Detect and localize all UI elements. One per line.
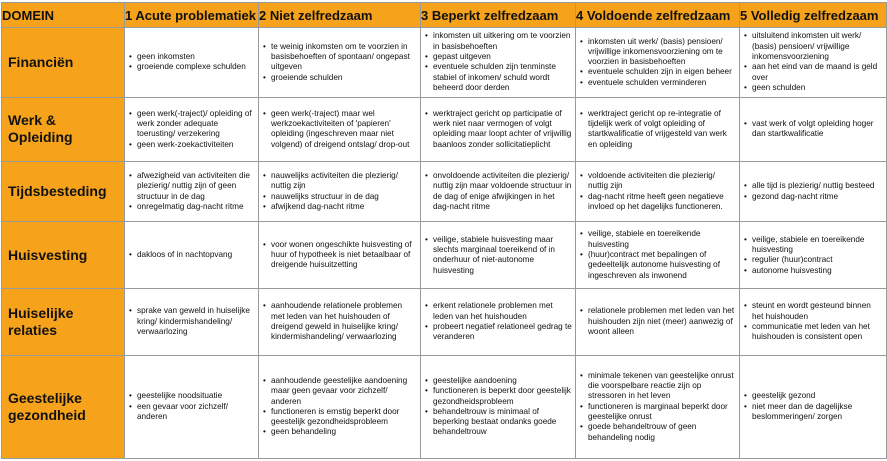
level-2-cell — [259, 28, 421, 98]
criteria-list — [579, 306, 736, 337]
criteria-item: • werktraject gericht op participatie of werk niet naar vermogen of volgt opleiding maar loopt achter of vrijwillig baanloos zonder sollicitatieplicht — [424, 109, 572, 150]
criteria-list — [128, 171, 255, 212]
criteria-item: • functioneren is ernstig beperkt door geestelijk gezondheidsprobleem — [262, 407, 417, 428]
level-5-cell — [740, 222, 887, 289]
header-level-5: 5 Volledig zelfredzaam — [740, 3, 887, 28]
criteria-list — [262, 301, 417, 342]
header-level-1: 1 Acute problematiek — [125, 3, 259, 28]
criteria-item: • behandeltrouw is minimaal of beperking bestaat ondanks goede behandeltrouw — [424, 407, 572, 438]
level-1-cell — [125, 97, 259, 162]
criteria-item: • nauwelijks structuur in de dag — [262, 192, 417, 202]
domain-row-werk-opleiding — [2, 97, 887, 162]
criteria-list — [424, 171, 572, 212]
criteria-item: • voor wonen ongeschikte huisvesting of huur of hypotheek is niet betaalbaar of dreigende huisuitzetting — [262, 240, 417, 271]
criteria-item: • geen werk(-traject)/ opleiding of werk zonder adequate toerusting/ verzekering — [128, 109, 255, 140]
criteria-item: • eventuele schulden zijn in eigen beheer — [579, 67, 736, 77]
criteria-list — [128, 306, 255, 337]
header-row — [2, 3, 887, 28]
domain-label: Geestelijke gezondheid — [2, 355, 125, 458]
criteria-item: • functioneren is marginaal beperkt door geestelijke onrust — [579, 402, 736, 423]
criteria-item: • functioneren is beperkt door geestelijk gezondheidsprobleem — [424, 386, 572, 407]
header-level-4: 4 Voldoende zelfredzaam — [576, 3, 740, 28]
criteria-item: • veilige, stabiele huisvesting maar slechts marginaal toereikend of in onderhuur of niet-autonome huisvesting — [424, 235, 572, 276]
criteria-item: • sprake van geweld in huiselijke kring/ kindermishandeling/ verwaarlozing — [128, 306, 255, 337]
level-3-cell — [421, 355, 576, 458]
level-4-cell — [576, 355, 740, 458]
criteria-list — [262, 42, 417, 83]
criteria-list — [579, 109, 736, 150]
level-4-cell — [576, 222, 740, 289]
criteria-item: • veilige, stabiele en toereikende huisvesting — [743, 235, 883, 256]
criteria-item: • groeiende complexe schulden — [128, 62, 255, 72]
criteria-item: • aan het eind van de maand is geld over — [743, 62, 883, 83]
level-5-cell — [740, 28, 887, 98]
criteria-item: • geestelijk gezond — [743, 391, 883, 401]
criteria-item: • groeiende schulden — [262, 73, 417, 83]
level-1-cell — [125, 222, 259, 289]
criteria-list — [424, 31, 572, 93]
header-level-2: 2 Niet zelfredzaam — [259, 3, 421, 28]
criteria-list — [743, 301, 883, 342]
criteria-item: • geen werk(-traject) maar wel werkzoekactiviteiten of 'papieren' opleiding (ingeschreven maar niet volgend) of dreigend ontslag/ drop-out — [262, 109, 417, 150]
criteria-item: • geestelijke aandoening — [424, 376, 572, 386]
criteria-item: • eventuele schulden zijn tenminste stabiel of inkomen/ schuld wordt beheerd door derden — [424, 62, 572, 93]
criteria-item: • gepast uitgeven — [424, 52, 572, 62]
criteria-item: • regulier (huur)contract — [743, 255, 883, 265]
self-sufficiency-matrix — [1, 2, 887, 459]
domain-row-huisvesting — [2, 222, 887, 289]
level-1-cell — [125, 162, 259, 222]
criteria-item: • voldoende activiteiten die plezierig/ nuttig zijn — [579, 171, 736, 192]
criteria-item: • onregelmatig dag-nacht ritme — [128, 202, 255, 212]
header-level-3: 3 Beperkt zelfredzaam — [421, 3, 576, 28]
criteria-item: • eventuele schulden verminderen — [579, 78, 736, 88]
criteria-list — [743, 235, 883, 276]
criteria-item: • afwijkend dag-nacht ritme — [262, 202, 417, 212]
criteria-item: • werktraject gericht op re-integratie of tijdelijk werk of volgt opleiding of startkwalificatie of vrijgesteld van werk en opleiding — [579, 109, 736, 150]
criteria-item: • probeert negatief relationeel gedrag te veranderen — [424, 322, 572, 343]
criteria-item: • niet meer dan de dagelijkse beslommeringen/ zorgen — [743, 402, 883, 423]
level-3-cell — [421, 289, 576, 356]
criteria-list — [424, 301, 572, 342]
criteria-item: • (huur)contract met bepalingen of gedeeltelijk autonome huisvesting of ingeschreven als inwonend — [579, 250, 736, 281]
criteria-item: • geen behandeling — [262, 427, 417, 437]
criteria-list — [128, 250, 255, 260]
level-3-cell — [421, 28, 576, 98]
criteria-item: • te weinig inkomsten om te voorzien in basisbehoeften of spontaan/ ongepast uitgeven — [262, 42, 417, 73]
criteria-item: • uitsluitend inkomsten uit werk/ (basis) pensioen/ vrijwillige inkomensvoorziening — [743, 31, 883, 62]
criteria-item: • onvoldoende activiteiten die plezierig/ nuttig zijn maar voldoende structuur in de dag of enige afwijkingen in het dag-nacht ritme — [424, 171, 572, 212]
criteria-list — [128, 391, 255, 422]
level-1-cell — [125, 355, 259, 458]
criteria-list — [579, 171, 736, 212]
level-5-cell — [740, 97, 887, 162]
criteria-item: • aanhoudende relationele problemen met leden van het huishouden of dreigend geweld in huiselijke kring/ kindermishandeling/ verwaarlozing — [262, 301, 417, 342]
domain-row-financi-n — [2, 28, 887, 98]
level-5-cell — [740, 162, 887, 222]
domain-label: Huisvesting — [2, 222, 125, 289]
criteria-list — [128, 52, 255, 73]
criteria-list — [262, 171, 417, 212]
level-4-cell — [576, 162, 740, 222]
level-3-cell — [421, 162, 576, 222]
level-2-cell — [259, 97, 421, 162]
criteria-item: • geestelijke noodsituatie — [128, 391, 255, 401]
criteria-item: • relationele problemen met leden van het huishouden zijn niet (meer) aanwezig of woont alleen — [579, 306, 736, 337]
domain-label: Huiselijke relaties — [2, 289, 125, 356]
criteria-item: • inkomsten uit werk/ (basis) pensioen/ vrijwillige inkomensvoorziening om te voorzien in basisbehoeften — [579, 37, 736, 68]
matrix-body — [2, 28, 887, 459]
criteria-list — [743, 391, 883, 422]
domain-label: Werk & Opleiding — [2, 97, 125, 162]
criteria-item: • aanhoudende geestelijke aandoening maar geen gevaar voor zichzelf/ anderen — [262, 376, 417, 407]
criteria-list — [743, 31, 883, 93]
criteria-list — [743, 181, 883, 202]
level-3-cell — [421, 222, 576, 289]
criteria-item: • gezond dag-nacht ritme — [743, 192, 883, 202]
level-2-cell — [259, 355, 421, 458]
criteria-list — [424, 109, 572, 150]
header-domain: DOMEIN — [2, 3, 125, 28]
criteria-list — [579, 229, 736, 280]
criteria-item: • minimale tekenen van geestelijke onrust die voorspelbare reactie zijn op stressoren in het leven — [579, 371, 736, 402]
criteria-list — [128, 109, 255, 150]
level-1-cell — [125, 289, 259, 356]
level-2-cell — [259, 289, 421, 356]
criteria-item: • geen werk-zoekactiviteiten — [128, 140, 255, 150]
criteria-list — [579, 37, 736, 88]
domain-row-tijdsbesteding — [2, 162, 887, 222]
criteria-item: • erkent relationele problemen met leden van het huishouden — [424, 301, 572, 322]
level-3-cell — [421, 97, 576, 162]
criteria-list — [262, 376, 417, 438]
criteria-item: • geen schulden — [743, 83, 883, 93]
level-2-cell — [259, 162, 421, 222]
criteria-list — [579, 371, 736, 443]
level-4-cell — [576, 28, 740, 98]
criteria-item: • alle tijd is plezierig/ nuttig besteed — [743, 181, 883, 191]
criteria-item: • steunt en wordt gesteund binnen het huishouden — [743, 301, 883, 322]
level-1-cell — [125, 28, 259, 98]
criteria-list — [743, 119, 883, 140]
level-4-cell — [576, 289, 740, 356]
level-5-cell — [740, 355, 887, 458]
criteria-item: • een gevaar voor zichzelf/ anderen — [128, 402, 255, 423]
level-4-cell — [576, 97, 740, 162]
domain-row-huiselijke-relaties — [2, 289, 887, 356]
criteria-item: • afwezigheid van activiteiten die plezierig/ nuttig zijn of geen structuur in de dag — [128, 171, 255, 202]
criteria-list — [424, 376, 572, 438]
criteria-item: • inkomsten uit uitkering om te voorzien in basisbehoeften — [424, 31, 572, 52]
criteria-item: • goede behandeltrouw of geen behandeling nodig — [579, 422, 736, 443]
domain-row-geestelijke-gezondheid — [2, 355, 887, 458]
criteria-item: • dakloos of in nachtopvang — [128, 250, 255, 260]
criteria-item: • dag-nacht ritme heeft geen negatieve invloed op het dagelijks functioneren. — [579, 192, 736, 213]
domain-label: Tijdsbesteding — [2, 162, 125, 222]
criteria-item: • communicatie met leden van het huishouden is consistent open — [743, 322, 883, 343]
criteria-item: • veilige, stabiele en toereikende huisvesting — [579, 229, 736, 250]
domain-label: Financiën — [2, 28, 125, 98]
level-5-cell — [740, 289, 887, 356]
criteria-item: • vast werk of volgt opleiding hoger dan startkwalificatie — [743, 119, 883, 140]
criteria-item: • geen inkomsten — [128, 52, 255, 62]
criteria-list — [424, 235, 572, 276]
criteria-item: • nauwelijks activiteiten die plezierig/ nuttig zijn — [262, 171, 417, 192]
level-2-cell — [259, 222, 421, 289]
criteria-item: • autonome huisvesting — [743, 266, 883, 276]
criteria-list — [262, 240, 417, 271]
criteria-list — [262, 109, 417, 150]
